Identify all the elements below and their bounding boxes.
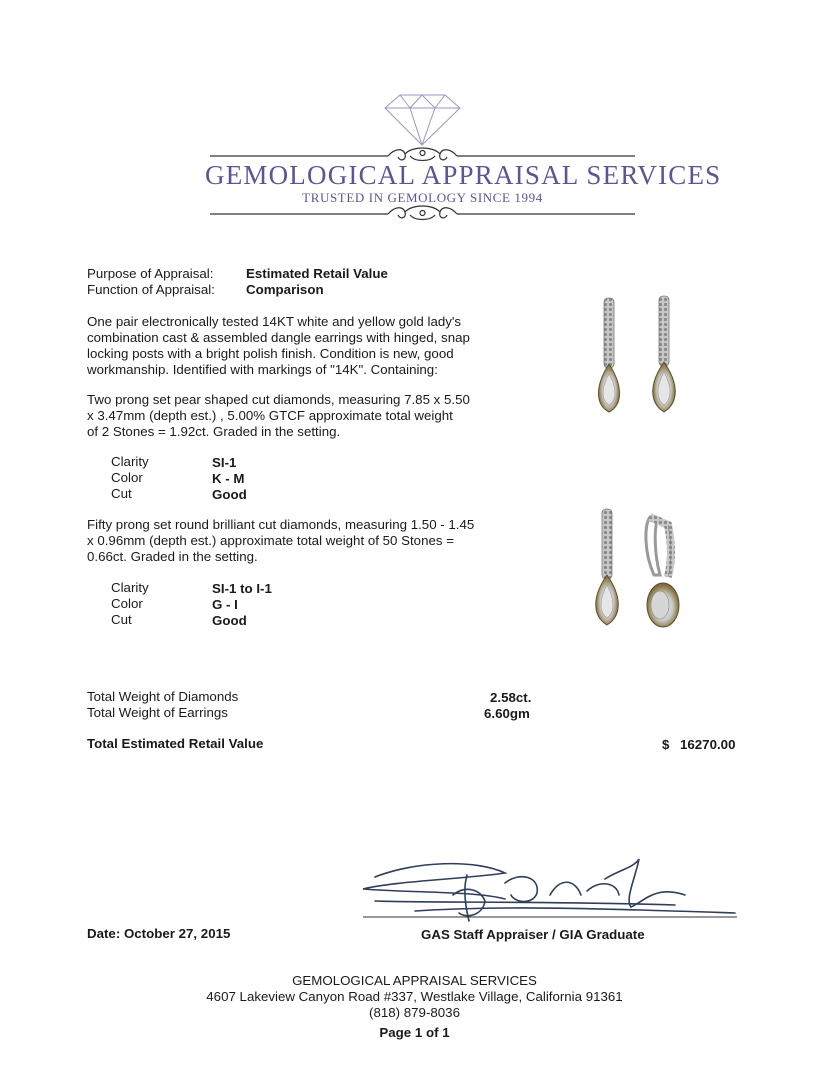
purpose-label: Purpose of Appraisal: [87,266,214,281]
grade-label: Color [111,470,143,485]
appraisal-date: Date: October 27, 2015 [87,926,231,941]
total-retail-value-label: Total Estimated Retail Value [87,736,264,751]
stone-group-1-line: Two prong set pear shaped cut diamonds, measuring 7.85 x 5.50 [87,392,470,407]
grade-label: Cut [111,612,132,627]
earring-photo [588,505,708,655]
function-label: Function of Appraisal: [87,282,215,297]
page-number: Page 1 of 1 [379,1025,450,1040]
signature [355,855,745,930]
grade-value: SI-1 [212,455,237,470]
description-line: workmanship. Identified with markings of "14K". Containing: [87,362,438,377]
total-diamond-weight-label: Total Weight of Diamonds [87,689,239,704]
grade-value: SI-1 to I-1 [212,581,272,596]
grade-label: Cut [111,486,132,501]
grade-value: K - M [212,471,245,486]
total-retail-value: 16270.00 [680,737,736,752]
total-earring-weight-value: 6.60gm [484,706,530,721]
company-name: GEMOLOGICAL APPRAISAL SERVICES [205,160,722,190]
stone-group-1-line: x 3.47mm (depth est.) , 5.00% GTCF approximate total weight [87,408,453,423]
grade-value: Good [212,487,247,502]
stone-group-2-line: Fifty prong set round brilliant cut diamonds, measuring 1.50 - 1.45 [87,517,475,532]
total-diamond-weight-value: 2.58ct. [490,690,532,705]
stone-group-2-line: x 0.96mm (depth est.) approximate total weight of 50 Stones = [87,533,454,548]
stone-group-1-line: of 2 Stones = 1.92ct. Graded in the setting. [87,424,341,439]
description-line: combination cast & assembled dangle earrings with hinged, snap [87,330,470,345]
function-value: Comparison [246,282,324,297]
earring-photo [588,292,698,442]
currency-symbol: $ [662,737,670,752]
footer-phone: (818) 879-8036 [369,1005,460,1020]
grade-label: Clarity [111,454,149,469]
total-earring-weight-label: Total Weight of Earrings [87,705,228,720]
purpose-value: Estimated Retail Value [246,266,388,281]
description-line: One pair electronically tested 14KT white and yellow gold lady's [87,314,462,329]
company-tagline: TRUSTED IN GEMOLOGY SINCE 1994 [302,190,543,205]
stone-group-2-line: 0.66ct. Graded in the setting. [87,549,258,564]
grade-value: Good [212,613,247,628]
grade-label: Color [111,596,143,611]
grade-value: G - I [212,597,238,612]
footer-address: 4607 Lakeview Canyon Road #337, Westlake Village, California 91361 [206,989,623,1004]
description-line: locking posts with a bright polish finish. Condition is new, good [87,346,454,361]
scroll-ornament-icon [210,148,635,161]
footer-company: GEMOLOGICAL APPRAISAL SERVICES [292,973,537,988]
grade-label: Clarity [111,580,149,595]
appraiser-title: GAS Staff Appraiser / GIA Graduate [421,927,645,942]
